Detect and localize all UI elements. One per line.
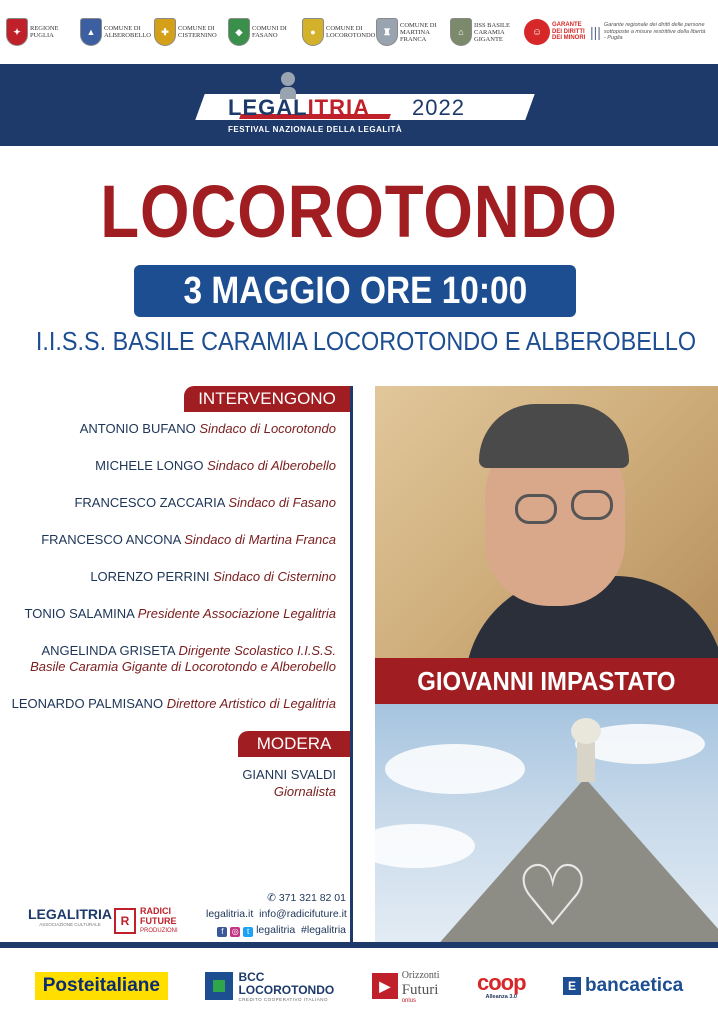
- moderator-name: GIANNI SVALDI: [242, 767, 336, 782]
- event-date-box: [134, 265, 576, 317]
- logo-locorotondo: ● COMUNE DI LOCOROTONDO: [302, 18, 372, 46]
- instagram-icon[interactable]: ◎: [231, 927, 239, 936]
- bcc-mark-icon: [205, 972, 233, 1000]
- banca-etica-mark-icon: Ε: [563, 977, 581, 995]
- regione-puglia-crest-icon: ✦: [6, 18, 28, 46]
- bcc-locorotondo-logo: BCC LOCOROTONDO CREDITO COOPERATIVO ITALIANO: [205, 971, 334, 1002]
- guest-portrait-photo: [375, 386, 718, 658]
- modera-label: MODERA: [238, 731, 350, 757]
- contact-social: f ◎ t legalitria #legalitria: [206, 922, 346, 938]
- festival-year: 2022: [412, 95, 465, 120]
- logo-garante-regionale: ||| Garante regionale dei diritti delle persone sottoposte a misure restrittive della libertà - Puglia: [590, 22, 706, 42]
- event-venue: I.I.S.S. BASILE CARAMIA LOCOROTONDO E ALBEROBELLO: [35, 326, 697, 356]
- festival-tagline: FESTIVAL NAZIONALE DELLA LEGALITÀ: [228, 125, 403, 134]
- email-link[interactable]: info@radicifuture.it: [259, 908, 347, 920]
- orizzonti-futuri-logo: ▶ Orizzonti Futuri onlus: [372, 968, 440, 1004]
- logo-fasano: ◆ COMUNI DI FASANO: [228, 18, 298, 46]
- logo-alberobello: ▲ COMUNE DI ALBEROBELLO: [80, 18, 150, 46]
- column-divider: [350, 386, 353, 942]
- cisternino-crest-icon: ✚: [154, 18, 176, 46]
- sponsor-logos: [0, 948, 718, 1024]
- phone-icon: ✆: [267, 892, 276, 904]
- list-item: TONIO SALAMINA Presidente Associazione Legalitria: [24, 606, 336, 621]
- moderator: [136, 766, 336, 800]
- iiss-building-icon: ⌂: [450, 18, 472, 46]
- list-item: ANGELINDA GRISETA Dirigente Scolastico I.I.S.S. Basile Caramia Gigante di Locorotondo e Alberobello: [30, 643, 336, 674]
- guest-name: GIOVANNI IMPASTATO: [417, 665, 676, 696]
- speakers-list: [0, 421, 336, 733]
- institution-logos-strip: [0, 0, 718, 64]
- list-item: LEONARDO PALMISANO Direttore Artistico di Legalitria: [11, 696, 336, 711]
- twitter-icon[interactable]: t: [243, 927, 253, 937]
- logo-iiss: ⌂ IISS BASILE CARAMIA GIGANTE: [450, 18, 520, 46]
- festival-brand: LEGALITRIA: [228, 95, 371, 120]
- festival-banner: [0, 64, 718, 146]
- logo-regione-puglia: ✦ REGIONE PUGLIA: [6, 18, 76, 46]
- trullo-photo: [375, 704, 718, 942]
- alberobello-crest-icon: ▲: [80, 18, 102, 46]
- logo-garante-minori: ☺ GARANTE DEI DIRITTI DEI MINORI: [524, 19, 586, 45]
- heart-symbol-icon: ♡: [515, 849, 591, 942]
- list-item: ANTONIO BUFANO Sindaco di Locorotondo: [79, 421, 336, 436]
- list-item: FRANCESCO ANCONA Sindaco di Martina Franca: [41, 532, 336, 547]
- radici-future-logo: R RADICI FUTURE PRODUZIONI: [114, 906, 178, 936]
- moderator-role: Giornalista: [273, 784, 336, 799]
- martina-franca-crest-icon: ♜: [376, 18, 398, 46]
- contact-phone: ✆ 371 321 82 01: [267, 892, 346, 904]
- contact-web-email: [206, 906, 346, 922]
- intervengono-label: INTERVENGONO: [184, 386, 350, 412]
- legalitria-logo: LEGALITRIA ASSOCIAZIONE CULTURALE: [28, 906, 112, 927]
- locorotondo-crest-icon: ●: [302, 18, 324, 46]
- list-item: LORENZO PERRINI Sindaco di Cisternino: [90, 569, 336, 584]
- list-item: MICHELE LONGO Sindaco di Alberobello: [95, 458, 336, 473]
- garante-face-icon: ☺: [524, 19, 550, 45]
- radici-future-mark-icon: R: [114, 908, 136, 934]
- fasano-crest-icon: ◆: [228, 18, 250, 46]
- guest-name-bar: [375, 658, 718, 704]
- prison-bars-icon: |||: [590, 24, 601, 40]
- poste-italiane-logo: Posteitaliane: [35, 972, 168, 1000]
- contacts-block: [206, 890, 346, 938]
- facebook-icon[interactable]: f: [217, 927, 227, 937]
- website-link[interactable]: legalitria.it: [206, 908, 254, 920]
- banca-etica-logo: Ε bancaetica: [563, 975, 683, 997]
- logo-cisternino: ✚ COMUNE DI CISTERNINO: [154, 18, 224, 46]
- coop-logo: coop Alleanza 3.0: [476, 970, 526, 1000]
- logo-martina-franca: ♜ COMUNE DI MARTINA FRANCA: [376, 18, 446, 46]
- orizzonti-mark-icon: ▶: [372, 973, 398, 999]
- event-date: 3 MAGGIO ORE 10:00: [183, 269, 527, 312]
- event-city: LOCOROTONDO: [100, 170, 618, 253]
- list-item: FRANCESCO ZACCARIA Sindaco di Fasano: [74, 495, 336, 510]
